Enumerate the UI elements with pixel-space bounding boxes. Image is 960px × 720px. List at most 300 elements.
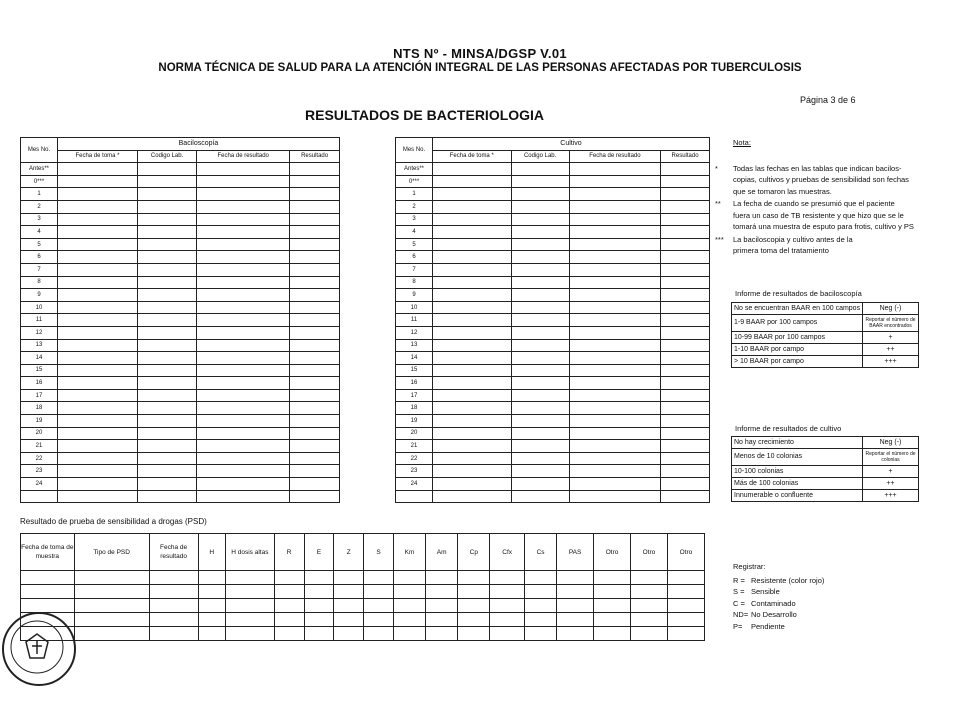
empty-cell	[661, 427, 710, 440]
table-row	[21, 326, 340, 339]
empty-cell	[569, 478, 660, 491]
empty-cell	[661, 452, 710, 465]
empty-cell	[137, 251, 196, 264]
empty-cell	[433, 452, 512, 465]
empty-cell	[197, 226, 290, 239]
month-cell: 7	[21, 263, 58, 276]
empty-cell	[511, 415, 569, 428]
empty-cell	[137, 301, 196, 314]
nota-text	[733, 198, 914, 233]
psd-header: R	[274, 534, 304, 571]
empty-cell	[667, 627, 704, 641]
table-row	[21, 163, 340, 176]
empty-cell	[524, 613, 556, 627]
empty-cell	[511, 339, 569, 352]
empty-cell	[569, 238, 660, 251]
empty-cell	[137, 440, 196, 453]
result-row	[732, 490, 919, 502]
informe-baciloscopia-title: Informe de resultados de baciloscopía	[735, 289, 862, 298]
table-row	[21, 226, 340, 239]
empty-cell	[137, 339, 196, 352]
empty-cell	[569, 276, 660, 289]
empty-cell	[511, 402, 569, 415]
empty-cell	[569, 452, 660, 465]
empty-cell	[225, 627, 274, 641]
registrar-text: Sensible	[751, 587, 780, 596]
registrar-item	[733, 598, 933, 610]
month-cell: 17	[396, 389, 433, 402]
empty-cell	[458, 613, 490, 627]
empty-cell	[667, 585, 704, 599]
empty-cell	[290, 352, 340, 365]
month-cell: 18	[21, 402, 58, 415]
empty-cell	[524, 599, 556, 613]
table-row	[396, 251, 710, 264]
empty-cell	[661, 490, 710, 503]
month-cell: 23	[396, 465, 433, 478]
table-row	[396, 163, 710, 176]
empty-cell	[631, 613, 668, 627]
empty-cell	[149, 571, 198, 585]
empty-cell	[197, 263, 290, 276]
empty-cell	[661, 200, 710, 213]
month-cell: 4	[396, 226, 433, 239]
empty-cell	[433, 490, 512, 503]
empty-cell	[594, 627, 631, 641]
result-value: +++	[863, 490, 919, 502]
nota-section	[715, 137, 945, 258]
registrar-section	[733, 561, 933, 632]
month-cell: 12	[396, 326, 433, 339]
empty-cell	[569, 263, 660, 276]
empty-cell	[631, 599, 668, 613]
column-header: Resultado	[290, 150, 340, 163]
empty-cell	[661, 440, 710, 453]
empty-cell	[594, 613, 631, 627]
empty-cell	[58, 452, 138, 465]
empty-cell	[667, 571, 704, 585]
empty-cell	[149, 585, 198, 599]
table-row	[396, 263, 710, 276]
psd-header: H dosis altas	[225, 534, 274, 571]
empty-cell	[364, 599, 394, 613]
empty-cell	[149, 599, 198, 613]
empty-cell	[58, 490, 138, 503]
empty-cell	[364, 627, 394, 641]
empty-cell	[557, 613, 594, 627]
psd-header: Otro	[631, 534, 668, 571]
month-cell: 0***	[396, 175, 433, 188]
nota-line: tomará una muestra de esputo para frotis, cultivo y PS	[733, 222, 914, 231]
empty-cell	[290, 465, 340, 478]
empty-cell	[197, 200, 290, 213]
empty-cell	[198, 571, 225, 585]
empty-cell	[661, 478, 710, 491]
nota-item	[715, 163, 945, 198]
month-cell: 4	[21, 226, 58, 239]
month-cell: 6	[21, 251, 58, 264]
empty-cell	[433, 364, 512, 377]
table-row	[21, 364, 340, 377]
empty-cell	[396, 490, 433, 503]
empty-cell	[137, 377, 196, 390]
month-cell: 0***	[21, 175, 58, 188]
empty-cell	[433, 238, 512, 251]
empty-cell	[433, 263, 512, 276]
empty-cell	[364, 613, 394, 627]
empty-cell	[661, 465, 710, 478]
empty-cell	[197, 213, 290, 226]
table-row	[396, 238, 710, 251]
empty-cell	[511, 213, 569, 226]
empty-cell	[661, 175, 710, 188]
document-code: NTS Nº - MINSA/DGSP V.01	[393, 46, 567, 61]
month-cell: 18	[396, 402, 433, 415]
result-label: No se encuentran BAAR en 100 campos	[732, 303, 863, 315]
result-row	[732, 478, 919, 490]
empty-cell	[511, 251, 569, 264]
empty-cell	[631, 585, 668, 599]
table-row	[21, 175, 340, 188]
empty-cell	[74, 571, 149, 585]
empty-cell	[433, 478, 512, 491]
empty-cell	[197, 364, 290, 377]
empty-cell	[661, 226, 710, 239]
result-label: 1-10 BAAR por campo	[732, 344, 863, 356]
empty-cell	[58, 301, 138, 314]
column-header: Codigo Lab.	[511, 150, 569, 163]
empty-cell	[74, 613, 149, 627]
empty-cell	[433, 226, 512, 239]
empty-cell	[433, 427, 512, 440]
empty-cell	[433, 289, 512, 302]
empty-cell	[274, 627, 304, 641]
empty-cell	[198, 627, 225, 641]
table-row	[396, 440, 710, 453]
empty-cell	[290, 415, 340, 428]
empty-cell	[137, 263, 196, 276]
empty-cell	[661, 251, 710, 264]
empty-cell	[137, 352, 196, 365]
empty-cell	[290, 263, 340, 276]
empty-cell	[197, 289, 290, 302]
empty-cell	[58, 427, 138, 440]
empty-cell	[304, 627, 334, 641]
empty-cell	[661, 326, 710, 339]
registrar-item	[733, 575, 933, 587]
ministry-seal	[2, 612, 76, 686]
empty-cell	[290, 213, 340, 226]
result-label: 1-9 BAAR por 100 campos	[732, 315, 863, 332]
empty-cell	[569, 377, 660, 390]
group-header: Cultivo	[433, 138, 710, 151]
psd-header: H	[198, 534, 225, 571]
empty-cell	[149, 627, 198, 641]
empty-cell	[569, 465, 660, 478]
empty-cell	[274, 571, 304, 585]
table-row	[396, 402, 710, 415]
empty-cell	[74, 585, 149, 599]
empty-cell	[511, 200, 569, 213]
empty-cell	[58, 213, 138, 226]
empty-cell	[511, 490, 569, 503]
table-row	[21, 452, 340, 465]
month-cell: 8	[21, 276, 58, 289]
month-cell: 1	[21, 188, 58, 201]
empty-cell	[197, 339, 290, 352]
empty-cell	[511, 389, 569, 402]
month-cell: 20	[396, 427, 433, 440]
table-row	[396, 175, 710, 188]
month-cell: 9	[396, 289, 433, 302]
table-row	[396, 339, 710, 352]
empty-cell	[290, 188, 340, 201]
informe-baciloscopia-table	[731, 302, 919, 368]
empty-cell	[569, 301, 660, 314]
table-row	[396, 276, 710, 289]
baciloscopia-table	[20, 137, 340, 503]
column-header-row	[396, 150, 710, 163]
empty-cell	[290, 314, 340, 327]
empty-cell	[511, 175, 569, 188]
empty-cell	[557, 585, 594, 599]
result-label: Más de 100 colonias	[732, 478, 863, 490]
empty-cell	[490, 571, 525, 585]
empty-cell	[58, 238, 138, 251]
empty-cell	[393, 585, 425, 599]
empty-cell	[197, 465, 290, 478]
month-cell: 2	[396, 200, 433, 213]
empty-cell	[594, 585, 631, 599]
column-header: Resultado	[661, 150, 710, 163]
table-row	[21, 339, 340, 352]
empty-cell	[433, 377, 512, 390]
empty-cell	[290, 377, 340, 390]
table-row	[21, 402, 340, 415]
nota-line: que se tomaron las muestras.	[733, 186, 832, 196]
month-cell: 22	[396, 452, 433, 465]
month-cell: 13	[396, 339, 433, 352]
table-row	[21, 301, 340, 314]
nota-line: Todas las fechas en las tablas que indican bacilos-	[733, 163, 902, 173]
empty-cell	[661, 213, 710, 226]
empty-cell	[433, 389, 512, 402]
table-row	[21, 314, 340, 327]
empty-cell	[197, 326, 290, 339]
empty-cell	[511, 478, 569, 491]
empty-cell	[631, 627, 668, 641]
nota-item	[715, 234, 945, 257]
empty-cell	[290, 452, 340, 465]
empty-cell	[58, 163, 138, 176]
column-header: Codigo Lab.	[137, 150, 196, 163]
empty-cell	[137, 389, 196, 402]
empty-cell	[197, 415, 290, 428]
registrar-code: P=	[733, 621, 743, 631]
empty-cell	[58, 364, 138, 377]
month-cell: 11	[396, 314, 433, 327]
psd-header: Otro	[667, 534, 704, 571]
month-cell: 15	[21, 364, 58, 377]
nota-mark: *	[715, 163, 718, 173]
empty-cell	[511, 452, 569, 465]
empty-cell	[661, 276, 710, 289]
empty-cell	[137, 175, 196, 188]
empty-cell	[225, 599, 274, 613]
month-cell: 14	[396, 352, 433, 365]
psd-header: Cp	[458, 534, 490, 571]
empty-cell	[569, 213, 660, 226]
month-cell: 12	[21, 326, 58, 339]
month-cell: 3	[396, 213, 433, 226]
month-cell: 17	[21, 389, 58, 402]
empty-cell	[197, 478, 290, 491]
column-header: Fecha de toma *	[433, 150, 512, 163]
empty-cell	[290, 490, 340, 503]
table-row	[21, 389, 340, 402]
table-row	[21, 352, 340, 365]
empty-cell	[290, 402, 340, 415]
column-header: Fecha de resultado	[569, 150, 660, 163]
empty-cell	[290, 163, 340, 176]
table-row	[21, 200, 340, 213]
document-subtitle: NORMA TÉCNICA DE SALUD PARA LA ATENCIÓN INTEGRAL DE LAS PERSONAS AFECTADAS POR TUBERCULOSIS	[158, 62, 802, 74]
header-row	[396, 138, 710, 151]
registrar-code: C =	[733, 598, 745, 608]
month-cell: 19	[396, 415, 433, 428]
empty-cell	[393, 571, 425, 585]
result-label: Menos de 10 colonias	[732, 449, 863, 466]
empty-cell	[334, 571, 364, 585]
empty-cell	[197, 352, 290, 365]
empty-cell	[58, 478, 138, 491]
empty-cell	[58, 251, 138, 264]
empty-cell	[74, 627, 149, 641]
month-cell: Antes**	[21, 163, 58, 176]
empty-cell	[58, 175, 138, 188]
psd-header: Fecha de resultado	[149, 534, 198, 571]
table-row	[396, 465, 710, 478]
empty-cell	[197, 427, 290, 440]
empty-cell	[137, 226, 196, 239]
empty-cell	[426, 599, 458, 613]
empty-cell	[511, 226, 569, 239]
psd-header: Fecha de toma de muestra	[21, 534, 75, 571]
month-cell: Antes**	[396, 163, 433, 176]
empty-cell	[197, 188, 290, 201]
empty-cell	[137, 364, 196, 377]
table-row	[21, 377, 340, 390]
month-cell: 2	[21, 200, 58, 213]
empty-cell	[393, 613, 425, 627]
result-row	[732, 449, 919, 466]
registrar-text: No Desarrollo	[751, 610, 797, 619]
empty-cell	[21, 571, 75, 585]
empty-cell	[58, 226, 138, 239]
empty-cell	[58, 326, 138, 339]
empty-cell	[334, 613, 364, 627]
empty-cell	[58, 339, 138, 352]
empty-cell	[426, 585, 458, 599]
month-cell: 5	[396, 238, 433, 251]
table-row	[21, 427, 340, 440]
result-value: Neg (-)	[863, 437, 919, 449]
empty-cell	[58, 440, 138, 453]
empty-cell	[524, 585, 556, 599]
empty-cell	[661, 389, 710, 402]
empty-cell	[21, 490, 58, 503]
empty-cell	[58, 377, 138, 390]
result-row	[732, 332, 919, 344]
nota-text	[733, 163, 909, 198]
month-cell: 8	[396, 276, 433, 289]
result-row	[732, 303, 919, 315]
result-row	[732, 466, 919, 478]
table-row	[21, 276, 340, 289]
empty-cell	[433, 326, 512, 339]
table-row	[21, 251, 340, 264]
empty-cell	[290, 427, 340, 440]
psd-header: Z	[334, 534, 364, 571]
empty-cell	[511, 427, 569, 440]
empty-cell	[433, 440, 512, 453]
empty-cell	[290, 440, 340, 453]
empty-cell	[137, 200, 196, 213]
page-title: RESULTADOS DE BACTERIOLOGIA	[305, 107, 545, 123]
column-header-row	[21, 150, 340, 163]
empty-cell	[433, 188, 512, 201]
month-cell: 11	[21, 314, 58, 327]
result-label: 10-100 colonias	[732, 466, 863, 478]
month-cell: 24	[21, 478, 58, 491]
empty-cell	[511, 352, 569, 365]
month-cell: 21	[21, 440, 58, 453]
empty-cell	[511, 238, 569, 251]
psd-header: Am	[426, 534, 458, 571]
table-row	[396, 490, 710, 503]
psd-header: Km	[393, 534, 425, 571]
empty-cell	[290, 389, 340, 402]
empty-cell	[137, 478, 196, 491]
empty-cell	[290, 175, 340, 188]
empty-cell	[557, 627, 594, 641]
empty-cell	[334, 627, 364, 641]
empty-cell	[433, 163, 512, 176]
empty-cell	[569, 402, 660, 415]
empty-cell	[569, 326, 660, 339]
empty-cell	[661, 289, 710, 302]
empty-cell	[137, 415, 196, 428]
empty-cell	[569, 188, 660, 201]
result-label: No hay crecimiento	[732, 437, 863, 449]
empty-cell	[198, 585, 225, 599]
table-row	[396, 301, 710, 314]
month-cell: 16	[21, 377, 58, 390]
empty-cell	[198, 599, 225, 613]
empty-cell	[58, 263, 138, 276]
empty-cell	[433, 213, 512, 226]
table-row	[396, 213, 710, 226]
psd-table	[20, 533, 705, 641]
empty-cell	[594, 599, 631, 613]
empty-cell	[290, 276, 340, 289]
empty-cell	[58, 289, 138, 302]
empty-cell	[661, 188, 710, 201]
month-cell: 10	[396, 301, 433, 314]
empty-cell	[569, 364, 660, 377]
empty-cell	[197, 276, 290, 289]
registrar-text: Contaminado	[751, 598, 796, 608]
